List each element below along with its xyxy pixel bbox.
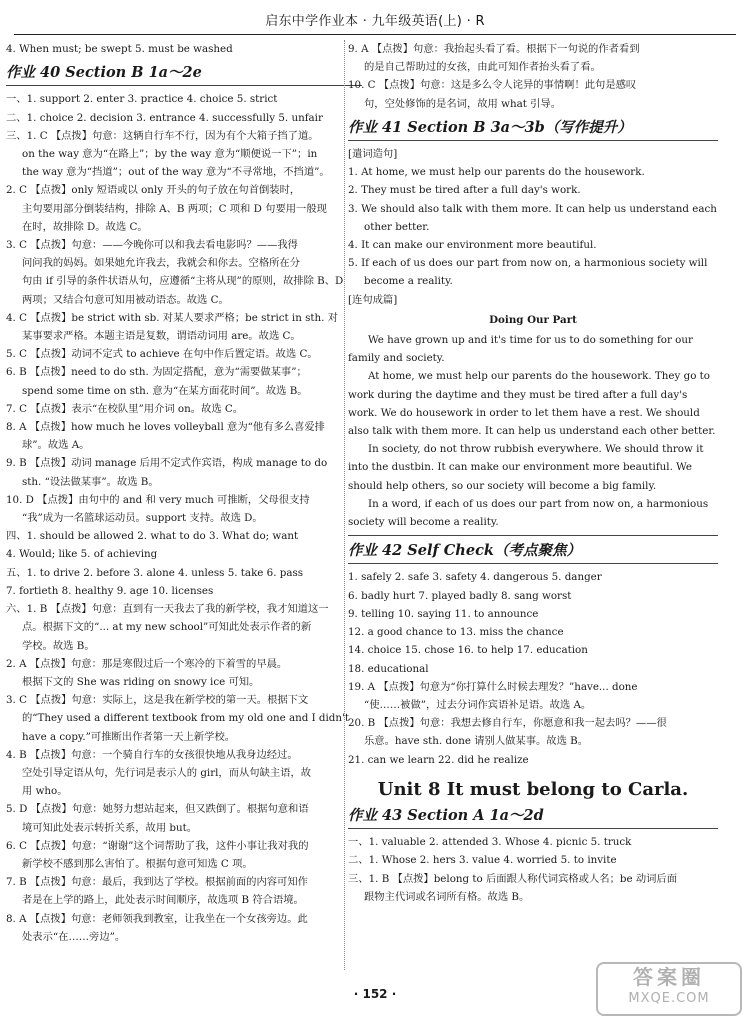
essay-paragraph: In a word, if each of us does our part from now on, a harmonious society will become a reality. <box>348 497 709 529</box>
answer-line: 18. educational <box>348 662 429 675</box>
page-header: 启东中学作业本 · 九年级英语(上) · R <box>265 14 485 29</box>
section-heading: 作业 41 Section B 3a～3b（写作提升） <box>348 119 718 141</box>
answer-line: 19. A 【点拨】句意为“你打算什么时候去理发？”have... done <box>348 680 638 693</box>
answer-line: 问问我的妈妈。如果她允许我去，我就会和你去。空格所在分 <box>22 257 301 270</box>
answer-line: 9. A 【点拨】句意：我抬起头看了看。根据下一句说的作者看到 <box>348 43 640 55</box>
section-heading: 作业 42 Self Check（考点聚焦） <box>348 542 718 564</box>
section-heading: 作业 43 Section A 1a～2d <box>348 807 718 829</box>
answer-line: 5. D 【点拨】句意：她努力想站起来，但又跌倒了。根据句意和语 <box>6 803 309 816</box>
answer-line: 3. We should also talk with them more. It can help us understand each <box>348 202 717 215</box>
answer-line: the way 意为“挡道”；out of the way 意为“不寻常地，不挡道”。 <box>22 166 330 179</box>
answer-line: 7. fortieth 8. healthy 9. age 10. licenses <box>6 584 214 597</box>
answer-line: 者是在上学的路上，此处表示时间顺序，故选项 B 符合语境。 <box>22 894 304 907</box>
right-column <box>348 40 718 906</box>
answer-line: 五、1. to drive 2. before 3. alone 4. unless 5. take 6. pass <box>6 566 304 579</box>
answer-line: 的是自己帮助过的女孩，由此可知作者抬头看了看。 <box>364 61 601 74</box>
right-top-block <box>348 40 718 309</box>
essay-paragraph: At home, we must help our parents do the housework. They go to work during the daytime and they must be tired after a full day's work. We do housework in order to let them have a rest. We should also talk with them more. It can help us understand each other better. <box>348 370 716 438</box>
answer-line: 的“They used a different textbook from my old one and I didn't <box>22 712 349 725</box>
answer-line: 学校。故选 B。 <box>22 639 95 652</box>
answer-line: 境可知此处表示转折关系，故用 but。 <box>22 821 198 834</box>
answer-line: 12. a good chance to 13. miss the chance <box>348 626 564 639</box>
answer-line: 7. B 【点拨】句意：最后，我到达了学校。根据前面的内容可知作 <box>6 876 308 889</box>
answer-line: 用 who。 <box>22 785 68 798</box>
answer-line: 三、1. C 【点拨】句意：这辆自行车不行，因为有个大箱子挡了道。 <box>6 129 319 142</box>
answer-line: 4. It can make our environment more beautiful. <box>348 239 597 252</box>
answer-line: 10. C 【点拨】句意：这是多么令人诧异的事情啊！此句是感叹 <box>348 79 637 92</box>
answer-line: 处表示“在……旁边”。 <box>22 930 126 943</box>
answer-line: [遣词造句] <box>348 148 398 161</box>
answer-line: 1. At home, we must help our parents do the housework. <box>348 166 645 179</box>
essay <box>348 311 718 531</box>
answer-line: 21. can we learn 22. did he realize <box>348 753 529 766</box>
answer-line: 主句要用部分倒装结构，排除 A、B 两项；C 项和 D 句要用一般现 <box>22 202 327 215</box>
answer-line: 在时，故排除 D。故选 C。 <box>22 220 148 233</box>
watermark-logo <box>596 962 742 1016</box>
answer-line: 3. C 【点拨】句意：实际上，这是我在新学校的第一天。根据下文 <box>6 694 309 707</box>
section-heading: 作业 40 Section B 1a～2e <box>6 64 362 86</box>
answer-line: 点。根据下文的“... at my new school”可知此处表示作者的新 <box>22 621 312 634</box>
answer-line: 句由 if 引导的条件状语从句，应遵循“主将从现”的原则，故排除 B、D <box>22 275 344 288</box>
answer-line: 2. They must be tired after a full day's work. <box>348 184 581 197</box>
watermark-text: 答案圈 <box>633 965 705 989</box>
answer-line: on the way 意为“在路上”；by the way 意为“顺便说一下”；in <box>22 148 318 161</box>
answer-line: 4. Would; like 5. of achieving <box>6 548 158 561</box>
answer-line: spend some time on sth. 意为“在某方面花时间”。故选 B。 <box>22 384 308 397</box>
answer-line: 二、1. choice 2. decision 3. entrance 4. successfully 5. unfair <box>6 111 323 124</box>
answer-line: become a reality. <box>364 275 453 288</box>
answer-line: have a copy.”可推断出作者第一天上新学校。 <box>22 730 236 743</box>
unit-title: Unit 8 It must belong to Carla. <box>377 778 689 800</box>
answer-line: 句，空处修饰的是名词，故用 what 引导。 <box>364 97 562 110</box>
answer-line: 20. B 【点拨】句意：我想去修自行车，你愿意和我一起去吗？——很 <box>348 717 667 730</box>
answer-line: 六、1. B 【点拨】句意：直到有一天我去了我的新学校，我才知道这一 <box>6 603 329 616</box>
column-divider <box>344 40 345 970</box>
answer-line: 乐意。have sth. done 请别人做某事。故选 B。 <box>364 735 589 748</box>
answer-line: 四、1. should be allowed 2. what to do 3. What do; want <box>6 530 299 543</box>
answer-line: other better. <box>364 220 430 233</box>
answer-line: 新学校不感到那么害怕了。根据句意可知选 C 项。 <box>22 857 253 870</box>
right-mid-block <box>348 542 718 768</box>
answer-line: 6. badly hurt 7. played badly 8. sang worst <box>348 589 572 602</box>
essay-title: Doing Our Part <box>489 313 577 326</box>
answer-line: sth. “设法做某事”。故选 B。 <box>22 475 159 488</box>
answer-line: “我”成为一名篮球运动员。support 支持。故选 D。 <box>22 512 263 525</box>
answer-line: 球”。故选 A。 <box>22 439 90 452</box>
answer-line: 10. D 【点拨】由句中的 and 和 very much 可推断，父母很支持 <box>6 493 310 506</box>
left-column <box>6 40 362 946</box>
answer-line: “使……被做”，过去分词作宾语补足语。故选 A。 <box>364 698 592 711</box>
essay-paragraphs <box>348 331 718 531</box>
answer-line: 一、1. valuable 2. attended 3. Whose 4. picnic 5. truck <box>348 836 632 849</box>
essay-rule <box>348 535 718 536</box>
answer-line: 5. C 【点拨】动词不定式 to achieve 在句中作后置定语。故选 C。 <box>6 348 318 361</box>
answer-line: 6. C 【点拨】句意：“谢谢”这个词帮助了我，这件小事让我对我的 <box>6 839 309 852</box>
answer-line: 2. C 【点拨】only 短语或以 only 开头的句子放在句首倒装时， <box>6 184 301 197</box>
answer-line: 5. If each of us does our part from now on, a harmonious society will <box>348 257 708 270</box>
answer-line: 4. C 【点拨】be strict with sb. 对某人要求严格；be strict in sth. 对 <box>6 311 339 324</box>
answer-line: 1. safely 2. safe 3. safety 4. dangerous 5. danger <box>348 571 602 584</box>
answer-line: 6. B 【点拨】need to do sth. 为固定搭配，意为“需要做某事”； <box>6 366 307 379</box>
answer-line: 根据下文的 She was riding on snowy ice 可知。 <box>22 675 260 688</box>
page-number: · 152 · <box>353 987 397 1001</box>
answer-line: 二、1. Whose 2. hers 3. value 4. worried 5. to invite <box>348 854 617 867</box>
answer-line: 跟物主代词或名词所有格。故选 B。 <box>364 890 530 903</box>
answer-line: 某事要求严格。本题主语是复数，谓语动词用 are。故选 C。 <box>22 330 301 343</box>
essay-paragraph: In society, do not throw rubbish everywhere. We should throw it into the dustbin. It can make our environment more beautiful. We should help others, so our society will become a big family. <box>348 443 704 492</box>
essay-paragraph: We have grown up and it's time for us to do something for our family and society. <box>348 334 693 365</box>
header-rule <box>14 34 736 35</box>
answer-line: 4. B 【点拨】句意：一个骑自行车的女孩很快地从我身边经过。 <box>6 748 298 761</box>
answer-line: 7. C 【点拨】表示“在校队里”用介词 on。故选 C。 <box>6 402 244 415</box>
watermark-url: MXQE.COM <box>628 991 710 1006</box>
answer-line: 8. A 【点拨】句意：老师领我到教室，让我坐在一个女孩旁边。此 <box>6 912 308 925</box>
answer-line: [连句成篇] <box>348 293 398 306</box>
answer-line: 空处引导定语从句，先行词是表示人的 girl，而从句缺主语，故 <box>22 766 312 779</box>
answer-line: 9. telling 10. saying 11. to announce <box>348 607 539 620</box>
answer-line: 两项；又结合句意可知用被动语态。故选 C。 <box>22 293 229 306</box>
answer-line: 4. When must; be swept 5. must be washed <box>6 43 233 55</box>
answer-line: 3. C 【点拨】句意：——今晚你可以和我去看电影吗？——我得 <box>6 239 298 252</box>
right-bottom-block <box>348 807 718 906</box>
answer-line: 2. A 【点拨】句意：那是寒假过后一个寒冷的下着雪的早晨。 <box>6 657 288 670</box>
answer-line: 三、1. B 【点拨】belong to 后面跟人称代词宾格或人名；be 动词后面 <box>348 872 678 885</box>
answer-line: 14. choice 15. chose 16. to help 17. education <box>348 644 588 657</box>
answer-line: 一、1. support 2. enter 3. practice 4. choice 5. strict <box>6 93 278 106</box>
answer-line: 9. B 【点拨】动词 manage 后用不定式作宾语，构成 manage to do <box>6 457 328 470</box>
answer-line: 8. A 【点拨】how much he loves volleyball 意为“他有多么喜爱排 <box>6 421 325 434</box>
